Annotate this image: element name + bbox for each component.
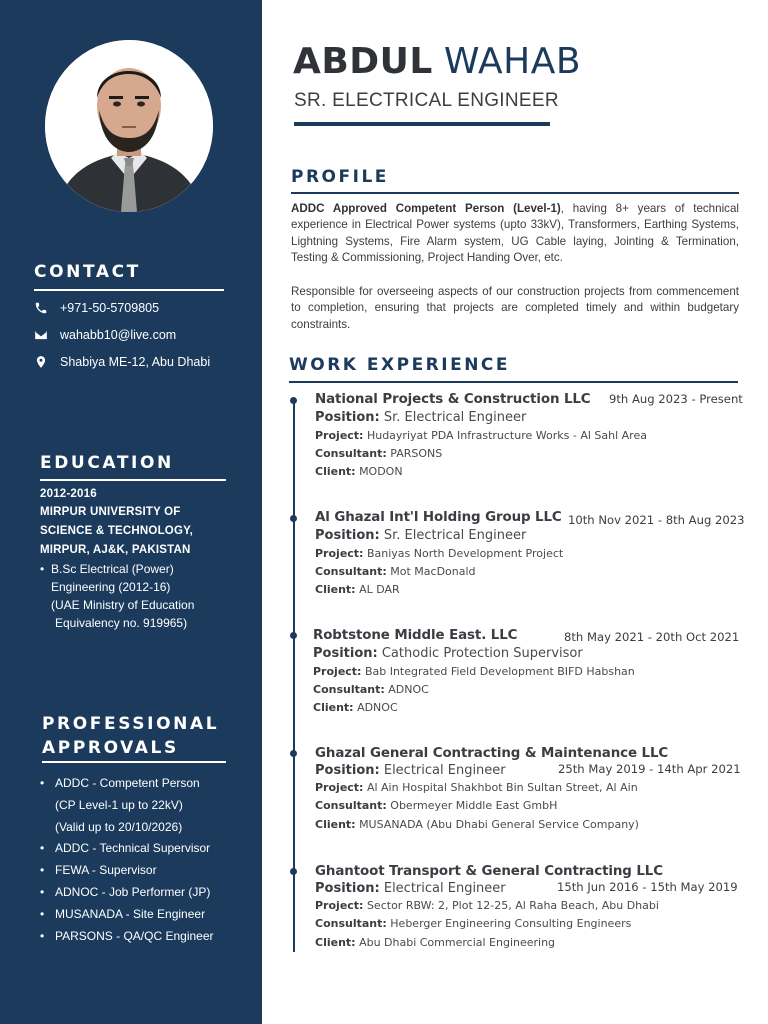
approval-text: PARSONS - QA/QC Engineer xyxy=(55,928,214,943)
profile-photo xyxy=(45,40,213,212)
project-label: Project: xyxy=(313,665,362,678)
last-name: WAHAB xyxy=(443,41,582,82)
job-position xyxy=(315,410,526,425)
bullet-icon: • xyxy=(40,884,45,899)
client-label: Client: xyxy=(315,818,356,831)
school-line: SCIENCE & TECHNOLOGY, xyxy=(40,525,194,537)
job-dates: 9th Aug 2023 - Present xyxy=(609,392,743,406)
profile-highlight: ADDC Approved Competent Person (Level-1) xyxy=(291,202,561,215)
project-value: Al Ain Hospital Shakhbot Bin Sultan Street, Al Ain xyxy=(366,781,638,794)
approval-item xyxy=(40,926,250,948)
email-address[interactable]: wahabb10@live.com xyxy=(60,328,177,342)
profile-paragraph: Responsible for overseeing aspects of our construction projects from commencement to completion, ensuring that projects are completed timely and within budgetary constraints. xyxy=(291,285,739,331)
timeline-dot xyxy=(290,515,297,522)
consultant-value: ADNOC xyxy=(388,683,429,696)
bullet-icon: • xyxy=(40,863,45,878)
portrait-image xyxy=(45,40,213,212)
title-underline xyxy=(294,122,550,126)
education-divider xyxy=(40,479,226,481)
degree-line: (UAE Ministry of Education xyxy=(51,598,195,612)
degree-line: B.Sc Electrical (Power) xyxy=(51,562,174,576)
approval-item xyxy=(40,860,250,882)
approvals-heading-line: PROFESSIONAL xyxy=(42,714,220,734)
candidate-name xyxy=(293,40,581,83)
consultant-label: Consultant: xyxy=(313,683,385,696)
bullet-icon: • xyxy=(40,841,45,856)
job-project xyxy=(315,429,647,442)
project-value: Hudayriyat PDA Infrastructure Works - Al Sahl Area xyxy=(366,429,647,442)
position-label: Position: xyxy=(315,528,380,543)
client-value: Abu Dhabi Commercial Engineering xyxy=(359,936,556,949)
experience-heading: WORK EXPERIENCE xyxy=(289,355,511,375)
profile-paragraph xyxy=(291,201,739,267)
profile-divider xyxy=(291,192,739,194)
contact-phone xyxy=(34,299,159,317)
timeline-dot xyxy=(290,632,297,639)
job-client xyxy=(315,465,403,478)
bullet-icon: • xyxy=(40,562,45,576)
approvals-heading-line: APPROVALS xyxy=(42,738,179,758)
job-title: SR. ELECTRICAL ENGINEER xyxy=(294,90,559,111)
job-position xyxy=(315,881,506,896)
approvals-divider xyxy=(42,761,226,763)
job-consultant xyxy=(315,917,631,930)
job-project xyxy=(315,547,563,560)
approval-text: ADDC - Technical Supervisor xyxy=(55,841,211,856)
project-value: Baniyas North Development Project xyxy=(366,547,564,560)
bullet-icon: • xyxy=(40,776,45,790)
first-name: ABDUL xyxy=(293,41,433,82)
company-name: Al Ghazal Int'l Holding Group LLC xyxy=(315,510,562,525)
position-value: Sr. Electrical Engineer xyxy=(383,528,527,543)
contact-heading: CONTACT xyxy=(34,262,141,282)
profile-text: , having 8+ years of technical experience in Electrical Power systems (upto 33kV), Transformers, Earthing Systems, Lightning Systems, Fire Alarm system, UG Cable laying, Jointing & Termination, Testing & Commissioning, Project Handing Over, etc. xyxy=(291,202,739,265)
timeline-dot xyxy=(290,750,297,757)
timeline-dot xyxy=(290,868,297,875)
approvals-list xyxy=(40,773,250,947)
job-position xyxy=(315,763,506,778)
bullet-icon: • xyxy=(40,928,45,943)
experience-divider xyxy=(289,381,738,383)
project-label: Project: xyxy=(315,547,364,560)
approval-text: ADDC - Competent Person xyxy=(55,776,200,790)
position-value: Electrical Engineer xyxy=(383,881,506,896)
client-label: Client: xyxy=(315,583,356,596)
consultant-value: Obermeyer Middle East GmbH xyxy=(390,799,558,812)
education-years: 2012-2016 xyxy=(40,488,97,500)
approval-text: MUSANADA - Site Engineer xyxy=(55,906,206,921)
approval-item xyxy=(40,773,250,795)
job-consultant xyxy=(315,799,557,812)
company-name: Ghantoot Transport & General Contracting LLC xyxy=(315,864,663,879)
position-label: Position: xyxy=(315,763,380,778)
approval-item xyxy=(40,817,250,839)
project-value: Bab Integrated Field Development BIFD Habshan xyxy=(364,665,635,678)
consultant-value: Heberger Engineering Consulting Engineers xyxy=(390,917,632,930)
school-line: MIRPUR UNIVERSITY OF xyxy=(40,506,181,518)
job-project xyxy=(313,665,635,678)
company-name: National Projects & Construction LLC xyxy=(315,392,591,407)
approval-item xyxy=(40,882,250,904)
education-entry xyxy=(40,486,240,560)
contact-email xyxy=(34,326,176,344)
job-consultant xyxy=(313,683,429,696)
position-label: Position: xyxy=(315,881,380,896)
position-label: Position: xyxy=(315,410,380,425)
position-value: Electrical Engineer xyxy=(383,763,506,778)
approval-item xyxy=(40,795,250,817)
degree-line: Equivalency no. 919965) xyxy=(55,616,188,630)
contact-address xyxy=(34,353,210,371)
phone-number[interactable]: +971-50-5709805 xyxy=(60,301,160,315)
location-icon xyxy=(34,355,48,369)
approval-text: FEWA - Supervisor xyxy=(55,863,157,878)
degree-line: Engineering (2012-16) xyxy=(51,580,171,594)
client-label: Client: xyxy=(313,701,354,714)
job-client xyxy=(315,583,400,596)
timeline-dot xyxy=(290,397,297,404)
approvals-heading xyxy=(42,712,219,760)
position-label: Position: xyxy=(313,646,378,661)
project-value: Sector RBW: 2, Plot 12-25, Al Raha Beach, Abu Dhabi xyxy=(366,899,659,912)
contact-divider xyxy=(34,289,224,291)
job-consultant xyxy=(315,565,476,578)
client-label: Client: xyxy=(315,465,356,478)
job-project xyxy=(315,899,659,912)
profile-heading: PROFILE xyxy=(291,167,389,187)
client-value: MUSANADA (Abu Dhabi General Service Company) xyxy=(359,818,639,831)
job-client xyxy=(315,936,555,949)
degree-item xyxy=(40,560,240,632)
job-position xyxy=(313,646,583,661)
consultant-label: Consultant: xyxy=(315,447,387,460)
phone-icon xyxy=(34,301,48,315)
job-dates: 15th Jun 2016 - 15th May 2019 xyxy=(557,880,738,894)
consultant-label: Consultant: xyxy=(315,565,387,578)
client-label: Client: xyxy=(315,936,356,949)
job-client xyxy=(315,818,639,831)
consultant-value: Mot MacDonald xyxy=(390,565,476,578)
company-name: Ghazal General Contracting & Maintenance LLC xyxy=(315,746,669,761)
job-position xyxy=(315,528,526,543)
school-line: MIRPUR, AJ&K, PAKISTAN xyxy=(40,544,191,556)
client-value: AL DAR xyxy=(359,583,400,596)
consultant-label: Consultant: xyxy=(315,799,387,812)
job-dates: 10th Nov 2021 - 8th Aug 2023 xyxy=(568,513,745,527)
job-dates: 25th May 2019 - 14th Apr 2021 xyxy=(558,762,741,776)
position-value: Sr. Electrical Engineer xyxy=(383,410,527,425)
project-label: Project: xyxy=(315,899,364,912)
approval-text: ADNOC - Job Performer (JP) xyxy=(55,884,211,899)
bullet-icon: • xyxy=(40,906,45,921)
job-consultant xyxy=(315,447,442,460)
client-value: MODON xyxy=(359,465,403,478)
project-label: Project: xyxy=(315,429,364,442)
approval-text: (CP Level-1 up to 22kV) xyxy=(55,797,183,812)
job-dates: 8th May 2021 - 20th Oct 2021 xyxy=(564,630,740,644)
project-label: Project: xyxy=(315,781,364,794)
client-value: ADNOC xyxy=(357,701,398,714)
job-project xyxy=(315,781,638,794)
email-icon xyxy=(34,328,48,342)
approval-item xyxy=(40,838,250,860)
sidebar xyxy=(0,0,262,1024)
position-value: Cathodic Protection Supervisor xyxy=(381,646,583,661)
approval-text: (Valid up to 20/10/2026) xyxy=(55,819,183,834)
company-name: Robtstone Middle East. LLC xyxy=(313,628,518,643)
consultant-label: Consultant: xyxy=(315,917,387,930)
approval-item xyxy=(40,904,250,926)
address-text: Shabiya ME-12, Abu Dhabi xyxy=(60,355,211,369)
education-heading: EDUCATION xyxy=(40,453,174,473)
job-client xyxy=(313,701,398,714)
consultant-value: PARSONS xyxy=(390,447,443,460)
